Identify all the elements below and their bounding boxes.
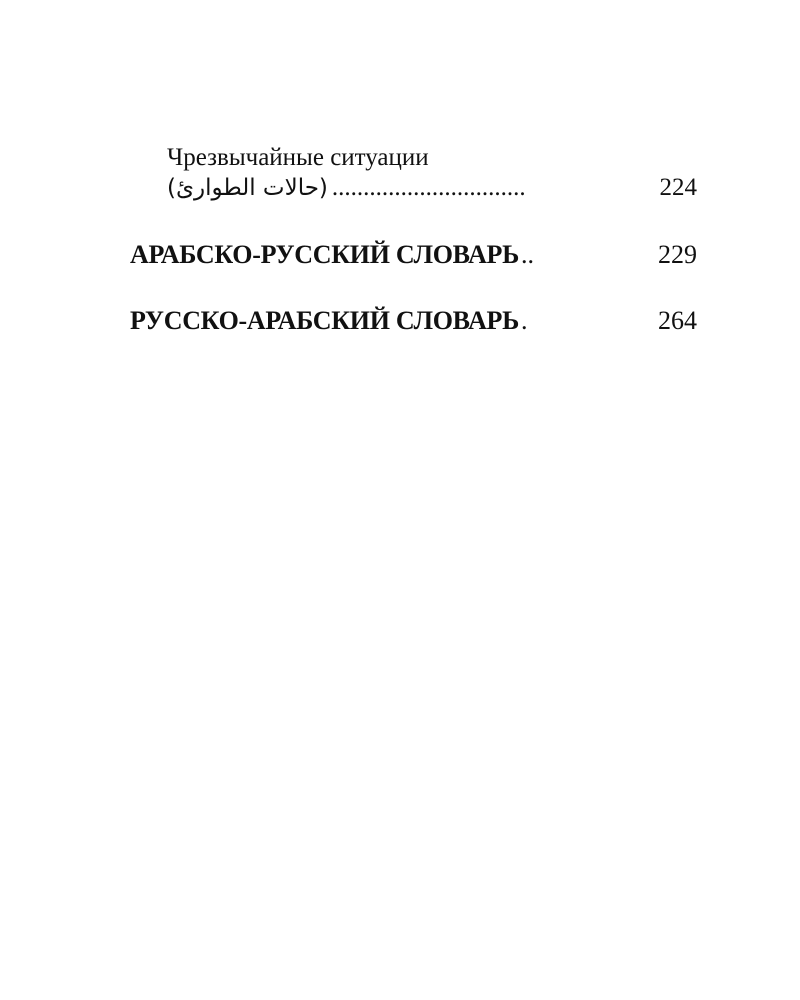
toc-entry-russian-arabic-dictionary bbox=[130, 305, 697, 337]
toc-entry-title: АРАБСКО-РУССКИЙ СЛОВАРЬ bbox=[130, 240, 520, 269]
toc-entry-arabic-subtitle: (حالات الطوارئ) bbox=[167, 175, 328, 201]
toc-dot-leader: .. bbox=[521, 240, 535, 269]
toc-entry-arabic-russian-dictionary bbox=[130, 239, 697, 271]
toc-entry-row bbox=[167, 173, 697, 203]
toc-dot-leader: ............................... bbox=[331, 174, 526, 201]
toc-page-number: 264 bbox=[658, 306, 697, 335]
toc-entry-emergencies bbox=[167, 143, 697, 203]
toc-dot-leader: . bbox=[521, 306, 528, 335]
toc-entry-title: РУССКО-АРАБСКИЙ СЛОВАРЬ bbox=[130, 306, 520, 335]
toc-page-number: 229 bbox=[658, 240, 697, 269]
toc-page-number: 224 bbox=[659, 174, 697, 201]
toc-entry-title: Чрезвычайные ситуации bbox=[167, 144, 429, 171]
